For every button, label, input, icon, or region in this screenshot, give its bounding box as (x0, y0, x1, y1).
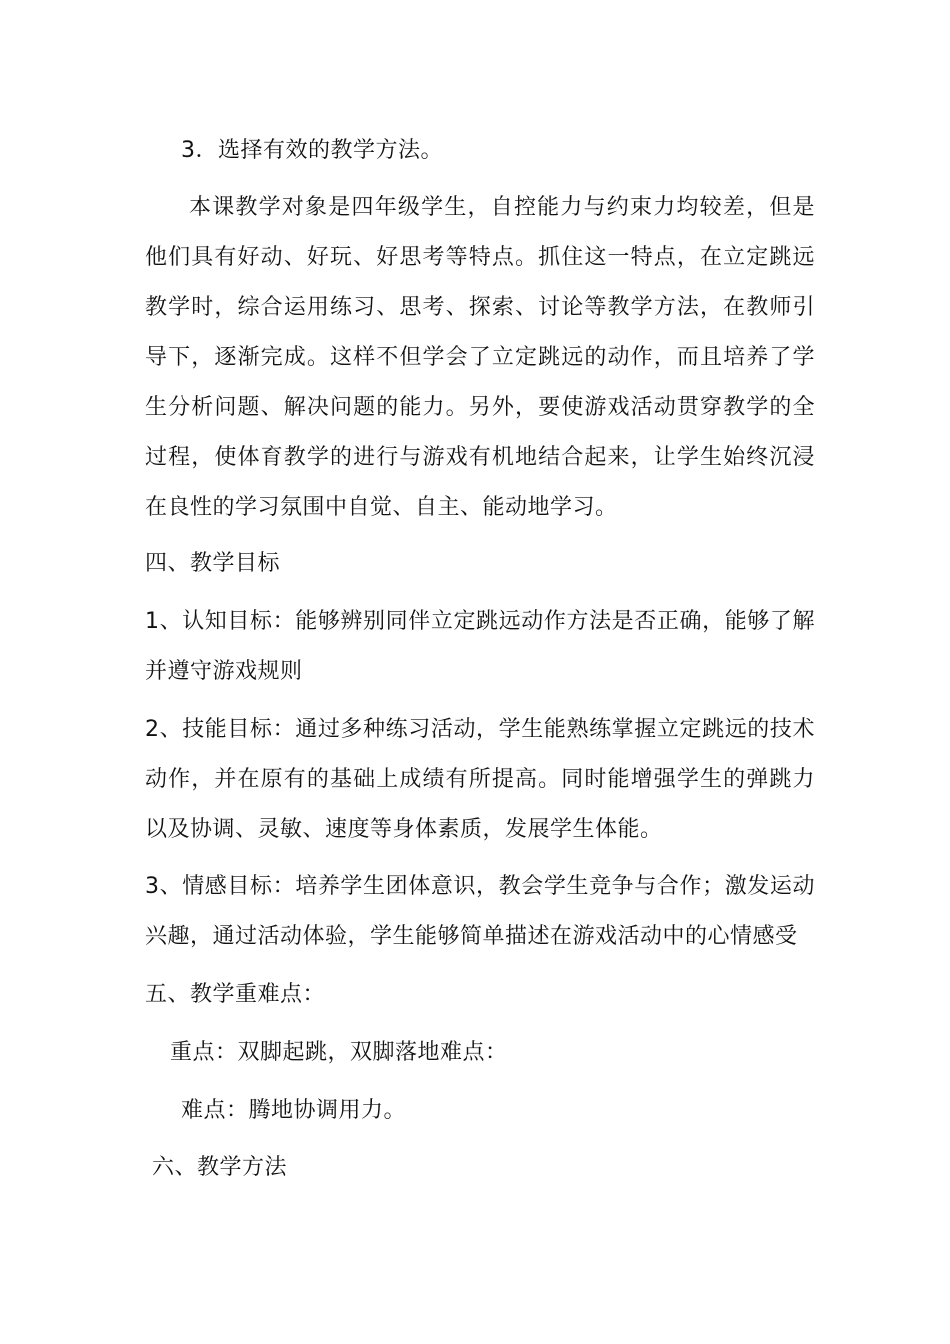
section3-body-paragraph: 本课教学对象是四年级学生，自控能力与约束力均较差，但是他们具有好动、好玩、好思考等特点。抓住这一特点，在立定跳远教学时，综合运用练习、思考、探索、讨论等教学方法，在教师引导下，逐渐完成。这样不但学会了立定跳远的动作，而且培养了学生分析问题、解决问题的能力。另外，要使游戏活动贯穿教学的全过程，使体育教学的进行与游戏有机地结合起来，让学生始终沉浸在良性的学习氛围中自觉、自主、能动地学习。 (145, 195, 815, 520)
goal-skill: 2、技能目标：通过多种练习活动，学生能熟练掌握立定跳远的技术动作，并在原有的基础上成绩有所提高。同时能增强学生的弹跳力以及协调、灵敏、速度等身体素质，发展学生体能。 (145, 717, 815, 842)
goals-heading: 四、教学目标 (145, 551, 281, 576)
section3-heading: 3．选择有效的教学方法。 (181, 138, 443, 163)
key-point: 重点：双脚起跳，双脚落地难点： (170, 1040, 508, 1065)
goal-emotional: 3、情感目标：培养学生团体意识，教会学生竞争与合作；激发运动兴趣，通过活动体验，学生能够简单描述在游戏活动中的心情感受 (145, 874, 815, 949)
methods-heading: 六、教学方法 (152, 1155, 288, 1180)
difficult-point: 难点：腾地协调用力。 (181, 1098, 407, 1123)
goal-cognitive: 1、认知目标：能够辨别同伴立定跳远动作方法是否正确，能够了解并遵守游戏规则 (145, 609, 815, 684)
key-difficult-heading: 五、教学重难点： (145, 982, 326, 1007)
